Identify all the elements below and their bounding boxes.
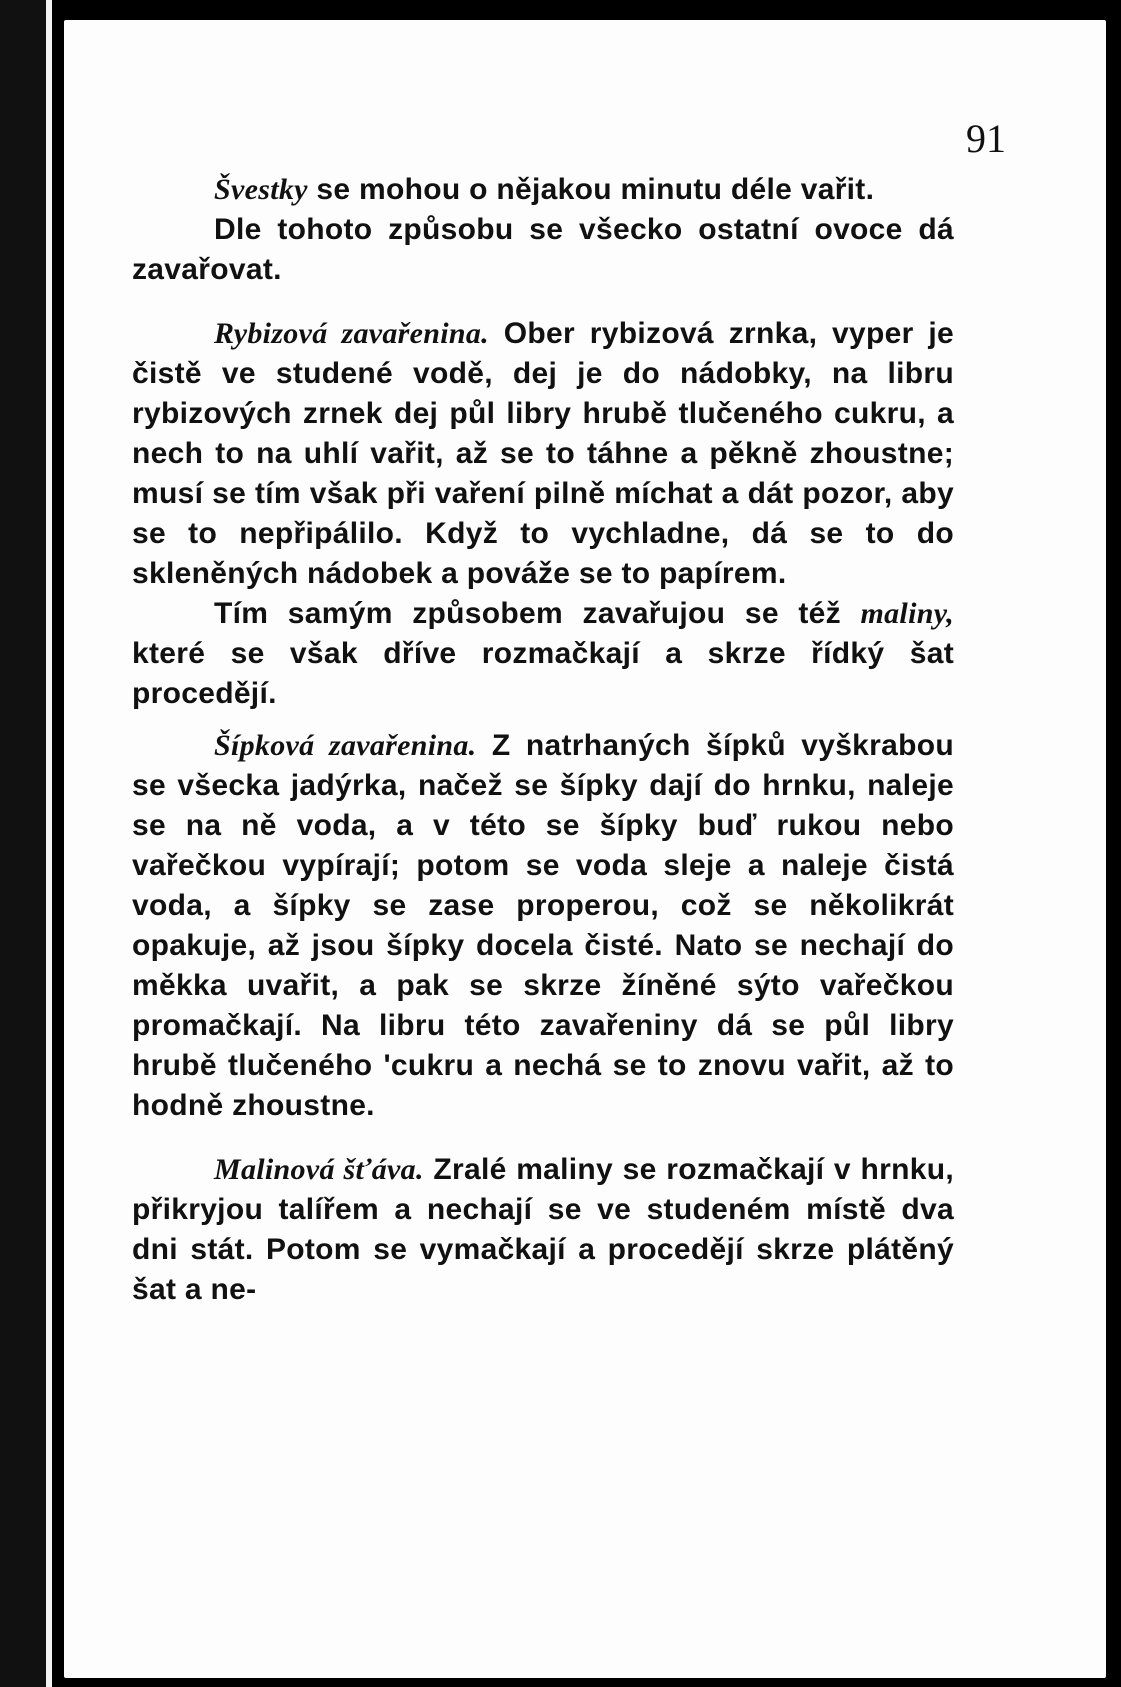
book-page xyxy=(64,20,1106,1678)
scan-edge-line xyxy=(46,0,52,1687)
scan-left-margin xyxy=(0,0,46,1687)
emphasis-maliny: maliny, xyxy=(860,597,954,630)
page-number: 91 xyxy=(966,116,1006,161)
paragraph-rybizova-zavarenina xyxy=(132,314,954,594)
paragraph-text: Dle tohoto způsobu se všecko ostatní ovoce dá zavařovat. xyxy=(132,213,954,286)
heading-malinova-stava: Malinová šťáva. xyxy=(214,1153,424,1186)
paragraph-malinova-stava xyxy=(132,1150,954,1310)
heading-svestky: Švestky xyxy=(214,173,308,206)
paragraph-ostatni-ovoce xyxy=(132,210,954,290)
paragraph-text: se mohou o nějakou minutu déle vařit. xyxy=(307,173,875,206)
paragraph-text: Zralé maliny se rozmačkají v hrnku, přikryjou talířem a nechají se ve studeném místě dva dni stát. Potom se vymačkají a procedějí skrze plátěný šat a ne- xyxy=(132,1153,955,1306)
page-text xyxy=(132,170,954,1310)
paragraph-svestky xyxy=(132,170,954,210)
paragraph-text: Z natrhaných šípků vyškrabou se všecka jadýrka, načež se šípky dají do hrnku, naleje se na ně voda, a v této se šípky buď rukou nebo vařečkou vypírají; potom se voda sleje a naleje čistá voda, a šípky se zase properou, což se několikrát opakuje, až jsou šípky docela čisté. Nato se nechají do měkka uvařit, a pak se skrze žíněné sýto vařečkou promačkají. Na libru této zavařeniny dá se půl libry hrubě tlučeného 'cukru a nechá se to znovu vařit, až to hodně zhoustne. xyxy=(132,729,954,1122)
paragraph-text: Ober rybizová zrnka, vyper je čistě ve studené vodě, dej je do nádobky, na libru rybizových zrnek dej půl libry hrubě tlučeného cukru, a nech to na uhlí vařit, až se to táhne a pěkně zhoustne; musí se tím však při vaření pilně míchat a dát pozor, aby se to nepřipálilo. Když to vychladne, dá se to do skleněných nádobek a pováže se to papírem. xyxy=(132,317,955,590)
paragraph-sipkova-zavarenina xyxy=(132,726,954,1126)
paragraph-maliny xyxy=(132,594,954,714)
paragraph-text: Tím samým způsobem zavařujou se též xyxy=(214,597,861,630)
heading-rybizova-zavarenina: Rybizová zavařenina. xyxy=(214,317,489,350)
heading-sipkova-zavarenina: Šípková zavařenina. xyxy=(214,729,477,762)
paragraph-text: které se však dříve rozmačkají a skrze řídký šat procedějí. xyxy=(132,637,954,710)
